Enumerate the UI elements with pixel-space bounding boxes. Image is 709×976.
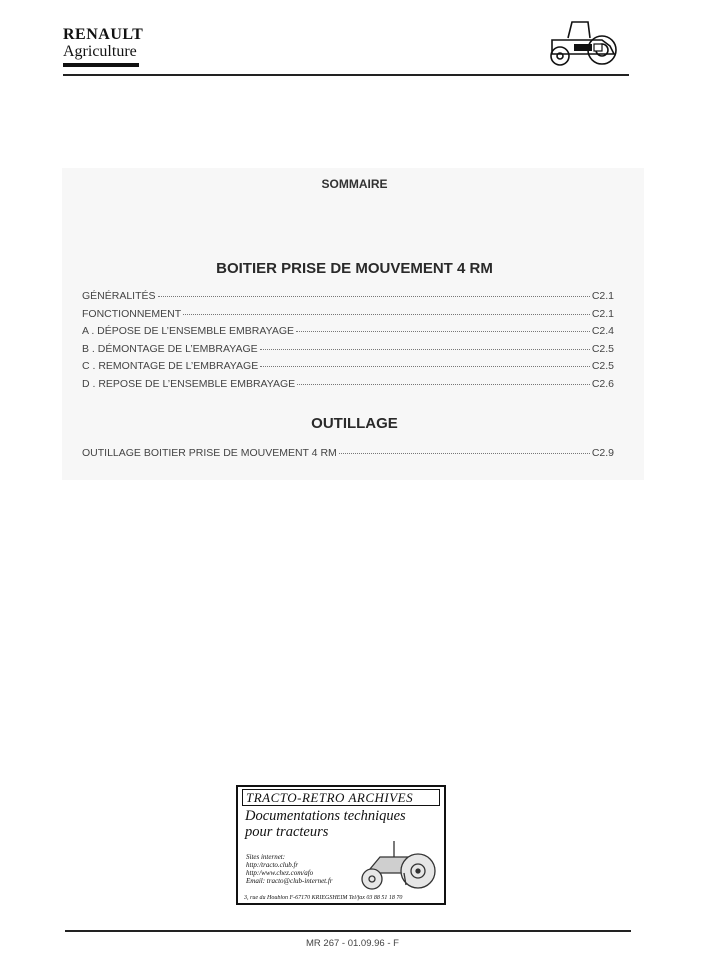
dot-leader — [260, 349, 590, 350]
brand-bar — [63, 63, 139, 67]
toc-entry-page: C2.5 — [591, 360, 614, 372]
toc-entry-label: A . DÉPOSE DE L’ENSEMBLE EMBRAYAGE — [82, 325, 295, 337]
toc-entry[interactable] — [82, 360, 614, 378]
brand-name: RENAULT — [63, 26, 144, 43]
toc-entry[interactable] — [82, 378, 614, 396]
vintage-tractor-icon — [356, 839, 438, 891]
summary-heading: SOMMAIRE — [321, 177, 388, 191]
toc-entry-page: C2.9 — [591, 447, 614, 459]
stamp-title: TRACTO-RETRO ARCHIVES — [242, 789, 440, 806]
archive-stamp — [236, 785, 446, 905]
toc-entry[interactable] — [82, 325, 614, 343]
section-title-boitier: BOITIER PRISE DE MOUVEMENT 4 RM — [216, 260, 493, 277]
toc-entry-label: C . REMONTAGE DE L’EMBRAYAGE — [82, 360, 259, 372]
toc-entry[interactable] — [82, 447, 614, 465]
toc-entry-label: FONCTIONNEMENT — [82, 307, 182, 320]
toc-entry-label: B . DÉMONTAGE DE L’EMBRAYAGE — [82, 342, 258, 355]
stamp-subtitle-1: Documentations techniques — [245, 808, 406, 824]
header-divider — [63, 74, 629, 76]
stamp-email: Email: tracto@club-internet.fr — [246, 877, 333, 885]
dot-leader — [158, 296, 590, 297]
dot-leader — [339, 453, 590, 454]
toc-entry[interactable] — [82, 290, 614, 308]
dot-leader — [260, 366, 590, 367]
tractor-icon — [544, 18, 624, 68]
brand-division: Agriculture — [63, 43, 137, 60]
document-reference: MR 267 - 01.09.96 - F — [306, 938, 399, 949]
toc-entry[interactable] — [82, 343, 614, 361]
toc-entry-label: GÉNÉRALITÉS — [82, 290, 156, 302]
stamp-site-1: http:/tracto.club.fr — [246, 861, 299, 869]
toc-list-outillage — [82, 447, 614, 465]
toc-entry-page: C2.4 — [591, 325, 614, 337]
dot-leader — [183, 314, 590, 315]
toc-entry-page: C2.1 — [591, 307, 614, 320]
brand-logo — [63, 27, 143, 60]
stamp-contact — [246, 853, 333, 885]
toc-entry-page: C2.1 — [591, 290, 614, 302]
stamp-subtitle-2: pour tracteurs — [245, 824, 329, 840]
toc-entry-label: D . REPOSE DE L’ENSEMBLE EMBRAYAGE — [82, 377, 296, 390]
toc-entry-label: OUTILLAGE BOITIER PRISE DE MOUVEMENT 4 RM — [82, 447, 337, 459]
toc-list-boitier — [82, 290, 614, 395]
dot-leader — [296, 331, 590, 332]
section-title-outillage: OUTILLAGE — [311, 415, 398, 432]
dot-leader — [297, 384, 590, 385]
stamp-sites-label: Sites internet: — [246, 853, 286, 861]
toc-entry-page: C2.6 — [591, 377, 614, 390]
stamp-address: 3, rue du Houblon F-67170 KRIEGSHEIM Tel/fax 03 88 51 18 70 — [244, 895, 403, 901]
toc-entry[interactable] — [82, 308, 614, 326]
footer-divider — [65, 930, 631, 932]
toc-entry-page: C2.5 — [591, 342, 614, 355]
stamp-site-2: http:/www.chez.com/afo — [246, 869, 314, 877]
